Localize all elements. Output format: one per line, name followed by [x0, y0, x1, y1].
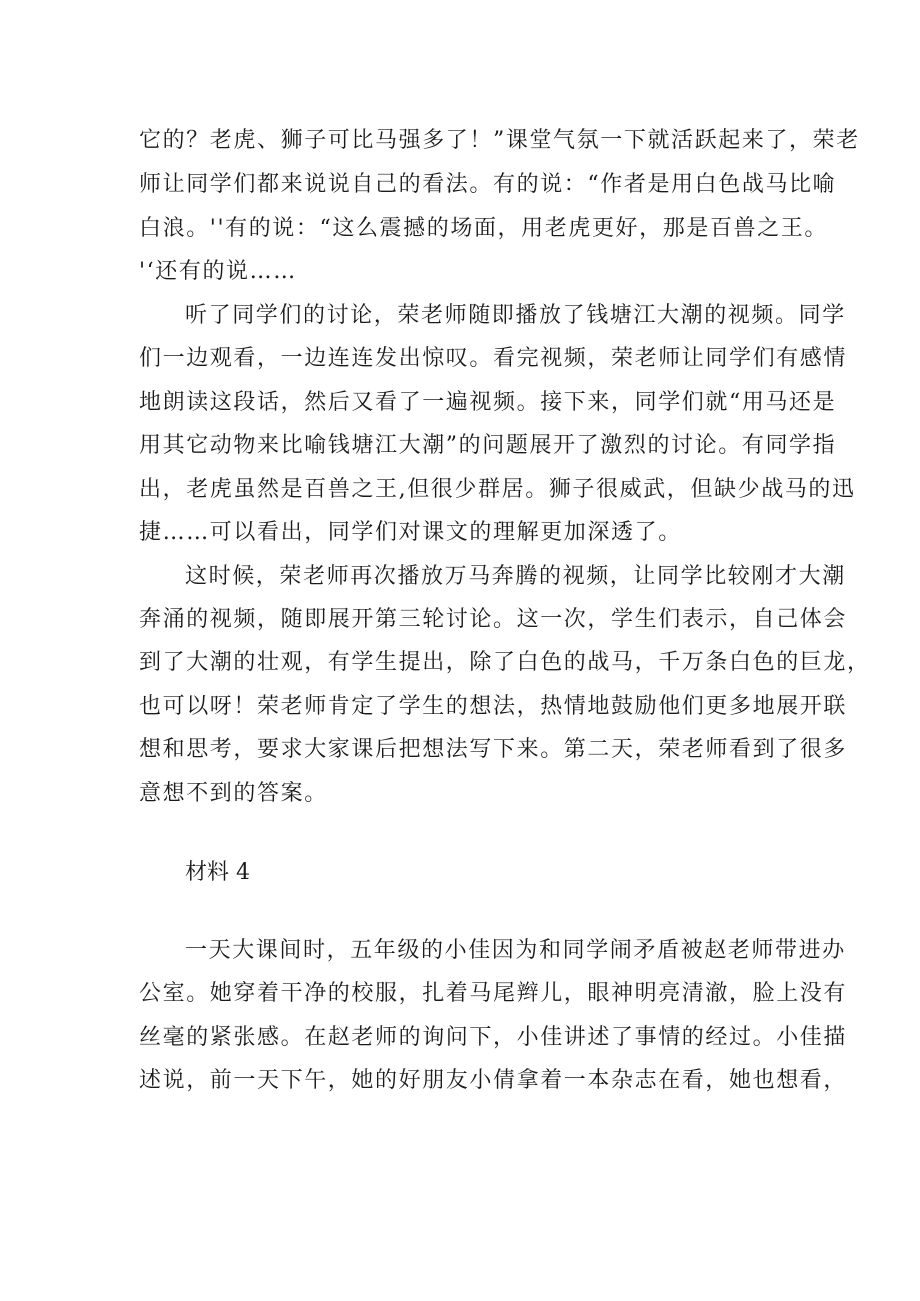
paragraph-line: 捷……可以看出，同学们对课文的理解更加深透了。: [139, 520, 682, 545]
paragraph-line: 意想不到的答案。: [139, 781, 328, 806]
paragraph-line: 到了大潮的壮观，有学生提出，除了白色的战马，千万条白色的巨龙，: [139, 650, 871, 675]
paragraph-line: 述说，前一天下午，她的好朋友小倩拿着一本杂志在看，她也想看，: [139, 1068, 848, 1093]
paragraph-line: 听了同学们的讨论，荣老师随即播放了钱塘江大潮的视频。同学: [185, 303, 846, 328]
paragraph-line: 它的？老虎、狮子可比马强多了！”课堂气氛一下就活跃起来了，荣老: [139, 128, 860, 153]
paragraph-line: 师让同学们都来说说自己的看法。有的说：“作者是用白色战马比喻: [139, 172, 837, 197]
paragraph-line: 奔涌的视频，随即展开第三轮讨论。这一次，学生们表示，自己体会: [139, 607, 848, 632]
paragraph-line: 们一边观看，一边连连发出惊叹。看完视频，荣老师让同学们有感情: [139, 346, 848, 371]
paragraph-line: 地朗读这段话，然后又看了一遍视频。接下来，同学们就“用马还是: [139, 390, 837, 415]
paragraph-line: 出，老虎虽然是百兽之王,但很少群居。狮子很威武，但缺少战马的迅: [139, 477, 856, 502]
paragraph-line: 白浪。''有的说：“这么震撼的场面，用老虎更好，那是百兽之王。: [139, 216, 828, 241]
paragraph-line: 想和思考，要求大家课后把想法写下来。第二天，荣老师看到了很多: [139, 737, 848, 762]
section-heading: 材料 4: [185, 860, 250, 885]
paragraph-line: '‘还有的说……: [139, 259, 297, 284]
paragraph-line: 用其它动物来比喻钱塘江大潮”的问题展开了激烈的讨论。有同学指: [139, 433, 837, 458]
paragraph-line: 公室。她穿着干净的校服，扎着马尾辫儿，眼神明亮清澈，脸上没有: [139, 981, 848, 1006]
paragraph-line: 也可以呀！荣老师肯定了学生的想法，热情地鼓励他们更多地展开联: [139, 694, 848, 719]
paragraph-line: 这时候，荣老师再次播放万马奔腾的视频，让同学比较刚才大潮: [185, 564, 846, 589]
paragraph-line: 一天大课间时，五年级的小佳因为和同学闹矛盾被赵老师带进办: [185, 938, 846, 963]
paragraph-line: 丝毫的紧张感。在赵老师的询问下，小佳讲述了事情的经过。小佳描: [139, 1025, 848, 1050]
